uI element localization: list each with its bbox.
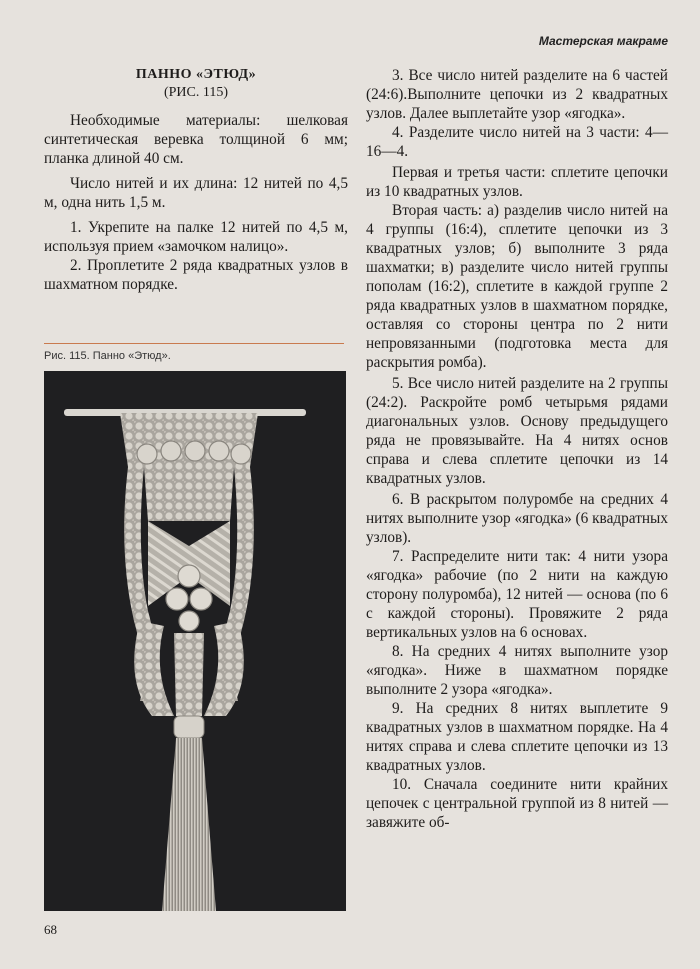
- step-1-paragraph: 1. Укрепите на палке 12 нитей по 4,5 м, используя прием «замочком налицо».: [44, 219, 348, 255]
- step-8-paragraph: 8. На средних 4 нитях выполните узор «ягодка». Ниже в шахматном порядке выполните 2 узора «ягодка».: [366, 643, 668, 698]
- parts-1-3-paragraph: Первая и третья части: сплетите цепочки из 10 квадратных узлов.: [366, 164, 668, 200]
- article-subtitle: (РИС. 115): [163, 85, 229, 100]
- step-6-paragraph: 6. В раскрытом полуромбе на средних 4 нитях выполните узор «ягодка» (6 квадратных узлов).: [366, 491, 668, 546]
- running-header: Мастерская макраме: [538, 34, 668, 48]
- right-lobe: [204, 621, 244, 716]
- right-column: [366, 66, 668, 832]
- left-column: [44, 66, 348, 294]
- center-column: [174, 633, 204, 716]
- step-4-paragraph: 4. Разделите число нитей на 3 части: 4—16—4.: [366, 124, 668, 160]
- caption-rule: [44, 343, 344, 344]
- step-7-paragraph: 7. Распределите нити так: 4 нити узора «ягодка» рабочие (по 2 нити на каждую сторону полуромба), 12 нитей — основа (по 6 с каждой стороны). Провяжите 2 ряда вертикальных узлов на 6 основах.: [366, 548, 668, 641]
- tassel-fringe: [162, 738, 216, 911]
- article-title: ПАННО «ЭТЮД»: [135, 67, 257, 82]
- diagonal-diamond: [148, 521, 230, 606]
- step-5-paragraph: 5. Все число нитей разделите на 2 группы (24:2). Раскройте ромб четырьмя рядами диагональных узлов. Основу предыдущего ряда не провязывайте. На 4 нитях основ справа и слева сплетите цепочки из 14 квадратных узлов.: [366, 375, 668, 487]
- step-2-paragraph: 2. Проплетите 2 ряда квадратных узлов в шахматном порядке.: [44, 257, 348, 293]
- left-lobe: [134, 621, 174, 716]
- macrame-panel-illustration: [44, 371, 346, 911]
- gathering-knot: [174, 716, 204, 738]
- step-10-paragraph: 10. Сначала соедините нити крайних цепочек с центральной группой из 8 нитей — завяжите об-: [366, 776, 668, 831]
- threads-paragraph: Число нитей и их длина: 12 нитей по 4,5 м, одна нить 1,5 м.: [44, 175, 348, 211]
- part-2-paragraph: Вторая часть: а) разделив число нитей на 4 группы (16:4), сплетите цепочки из 3 квадратных узлов; б) выполните 3 ряда шахматки; в) разделите число нитей группы пополам (16:2), сплетите в каждой группе 2 ряда квадратных узлов в шахматном порядке, оставляя со стороны центра по 2 нити непровязанными (подготовка места для раскрытия ромба).: [366, 202, 668, 371]
- checkered-body: [144, 467, 234, 521]
- step-9-paragraph: 9. На средних 8 нитях выплетите 9 квадратных узлов в шахматном порядке. На 4 нитях справа и слева сплетите цепочки из 13 квадратных узлов.: [366, 700, 668, 774]
- figure-caption: Рис. 115. Панно «Этюд».: [44, 350, 171, 362]
- materials-paragraph: Необходимые материалы: шелковая синтетическая веревка толщиной 6 мм; планка длиной 40 см.: [44, 112, 348, 167]
- page-number: 68: [44, 922, 57, 937]
- macrame-photo: [44, 371, 346, 911]
- step-3-paragraph: 3. Все число нитей разделите на 6 частей (24:6).Выполните цепочки из 2 квадратных узлов. Далее выплетайте узор «ягодка».: [366, 67, 668, 122]
